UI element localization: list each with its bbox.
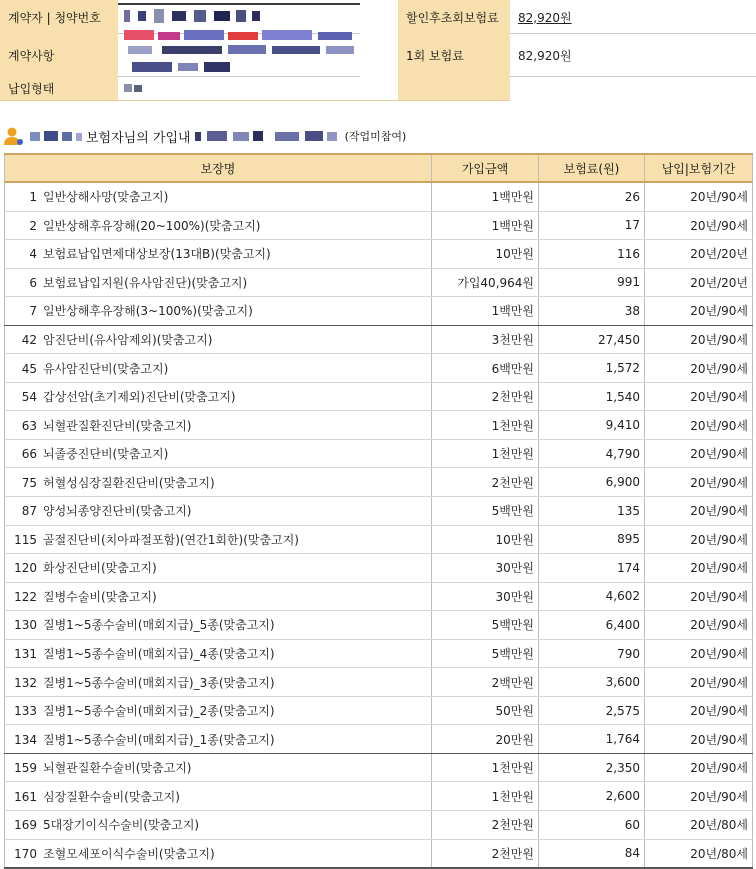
coverage-amount: 1백만원 (432, 297, 539, 326)
table-row (5, 325, 753, 354)
table-row (5, 439, 753, 468)
table-header-row (5, 154, 753, 182)
coverage-name: 양성뇌종양진단비(맞춤고지) (43, 504, 192, 519)
coverage-name-cell (5, 240, 432, 269)
coverage-premium: 38 (539, 297, 645, 326)
coverage-name: 질병1~5종수술비(매회지급)_5종(맞춤고지) (43, 618, 275, 633)
coverage-number: 1 (29, 190, 37, 205)
redacted-contract-number (124, 8, 264, 24)
coverage-number: 54 (21, 390, 37, 405)
coverage-amount: 1백만원 (432, 211, 539, 240)
coverage-period: 20년/90세 (645, 725, 753, 754)
coverage-name: 유사암진단비(맞춤고지) (43, 361, 169, 376)
coverage-name-cell (5, 382, 432, 411)
discount-premium-label: 할인후초회보험료 (398, 0, 510, 34)
coverage-premium: 2,600 (539, 782, 645, 811)
coverage-name: 뇌혈관질환수술비(맞춤고지) (43, 761, 192, 776)
coverage-name-cell (5, 211, 432, 240)
coverage-name-cell (5, 354, 432, 383)
coverage-number: 42 (21, 333, 37, 347)
coverage-amount: 1천만원 (432, 411, 539, 440)
coverage-number: 63 (21, 418, 37, 433)
coverage-name-cell (5, 325, 432, 354)
coverage-amount: 10만원 (432, 240, 539, 269)
table-row (5, 240, 753, 269)
coverage-name-cell (5, 839, 432, 868)
payment-type-label: 납입형태 (0, 76, 118, 100)
coverage-number: 159 (14, 761, 37, 776)
coverage-period: 20년/90세 (645, 211, 753, 240)
coverage-period: 20년/90세 (645, 439, 753, 468)
coverage-premium: 6,900 (539, 468, 645, 497)
coverage-number: 87 (21, 504, 37, 519)
first-premium-label: 1회 보험료 (398, 34, 510, 76)
coverage-name-cell (5, 554, 432, 583)
discount-premium-value: 82,920원 (518, 10, 572, 25)
coverage-premium: 895 (539, 525, 645, 554)
coverage-amount: 2천만원 (432, 468, 539, 497)
coverage-table (4, 153, 753, 869)
coverage-premium: 1,540 (539, 382, 645, 411)
coverage-name: 보험료납입면제대상보장(13대B)(맞춤고지) (43, 247, 271, 262)
coverage-amount: 1백만원 (432, 182, 539, 211)
coverage-name: 질병1~5종수술비(매회지급)_3종(맞춤고지) (43, 675, 275, 690)
coverage-name-cell (5, 525, 432, 554)
coverage-period: 20년/90세 (645, 468, 753, 497)
coverage-name-cell (5, 811, 432, 840)
table-row (5, 696, 753, 725)
coverage-amount: 5백만원 (432, 497, 539, 526)
coverage-name-cell (5, 639, 432, 668)
table-row (5, 468, 753, 497)
coverage-name-cell (5, 696, 432, 725)
coverage-name: 조혈모세포이식수술비(맞춤고지) (43, 846, 215, 861)
coverage-period: 20년/90세 (645, 696, 753, 725)
coverage-period: 20년/90세 (645, 325, 753, 354)
coverage-amount: 50만원 (432, 696, 539, 725)
coverage-premium: 116 (539, 240, 645, 269)
coverage-number: 75 (21, 475, 37, 490)
coverage-amount: 20만원 (432, 725, 539, 754)
coverage-premium: 3,600 (539, 668, 645, 697)
coverage-period: 20년/90세 (645, 668, 753, 697)
table-row (5, 497, 753, 526)
table-row (5, 211, 753, 240)
coverage-premium: 991 (539, 268, 645, 297)
section-title-suffix: (작업미참여) (344, 130, 407, 143)
coverage-name: 일반상해후유장해(3~100%)(맞춤고지) (43, 304, 253, 319)
coverage-number: 7 (29, 304, 37, 319)
table-row (5, 554, 753, 583)
coverage-number: 130 (14, 618, 37, 633)
redacted-insured-name (26, 129, 86, 143)
coverage-period: 20년/90세 (645, 639, 753, 668)
coverage-period: 20년/80세 (645, 839, 753, 868)
coverage-period: 20년/90세 (645, 411, 753, 440)
coverage-name: 화상진단비(맞춤고지) (43, 561, 157, 576)
coverage-amount: 2백만원 (432, 668, 539, 697)
table-row (5, 182, 753, 211)
coverage-premium: 135 (539, 497, 645, 526)
coverage-name: 허혈성심장질환진단비(맞춤고지) (43, 475, 215, 490)
coverage-premium: 9,410 (539, 411, 645, 440)
coverage-amount: 1천만원 (432, 782, 539, 811)
coverage-amount: 5백만원 (432, 611, 539, 640)
coverage-name: 질병1~5종수술비(매회지급)_1종(맞춤고지) (43, 732, 275, 747)
table-row (5, 297, 753, 326)
table-row (5, 411, 753, 440)
redacted-title-detail (191, 129, 341, 143)
table-row (5, 268, 753, 297)
coverage-period: 20년/80세 (645, 811, 753, 840)
coverage-name: 질병수술비(맞춤고지) (43, 589, 157, 604)
table-row (5, 611, 753, 640)
coverage-name-cell (5, 725, 432, 754)
coverage-name-cell (5, 753, 432, 782)
coverage-amount: 1천만원 (432, 753, 539, 782)
table-row (5, 782, 753, 811)
coverage-name-cell (5, 497, 432, 526)
coverage-name-cell (5, 411, 432, 440)
coverage-period: 20년/90세 (645, 525, 753, 554)
coverage-amount: 2천만원 (432, 382, 539, 411)
section-title-text: 보험자님의 가입내 (86, 130, 191, 146)
table-row (5, 354, 753, 383)
coverage-period: 20년/90세 (645, 354, 753, 383)
coverage-premium: 6,400 (539, 611, 645, 640)
coverage-premium: 4,790 (539, 439, 645, 468)
coverage-period: 20년/90세 (645, 554, 753, 583)
coverage-period: 20년/90세 (645, 782, 753, 811)
coverage-period: 20년/20년 (645, 268, 753, 297)
first-premium-value: 82,920원 (518, 48, 572, 63)
coverage-name: 골절진단비(치아파절포함)(연간1회한)(맞춤고지) (43, 532, 299, 547)
coverage-period: 20년/90세 (645, 297, 753, 326)
coverage-premium: 4,602 (539, 582, 645, 611)
coverage-premium: 1,572 (539, 354, 645, 383)
coverage-period: 20년/90세 (645, 753, 753, 782)
coverage-number: 115 (14, 532, 37, 547)
contract-details-label: 계약사항 (0, 34, 118, 76)
coverage-name: 암진단비(유사암제외)(맞춤고지) (43, 333, 213, 347)
coverage-name-cell (5, 782, 432, 811)
coverage-amount: 1천만원 (432, 439, 539, 468)
coverage-amount: 30만원 (432, 554, 539, 583)
redacted-contract-details (122, 30, 362, 76)
coverage-number: 169 (14, 818, 37, 833)
coverage-premium: 1,764 (539, 725, 645, 754)
coverage-name: 갑상선암(초기제외)진단비(맞춤고지) (43, 390, 236, 405)
coverage-premium: 84 (539, 839, 645, 868)
coverage-premium: 2,350 (539, 753, 645, 782)
coverage-name: 5대장기이식수술비(맞춤고지) (43, 818, 200, 833)
coverage-premium: 26 (539, 182, 645, 211)
coverage-number: 134 (14, 732, 37, 747)
coverage-name: 뇌졸중진단비(맞춤고지) (43, 447, 169, 462)
contractor-label: 계약자 | 청약번호 (0, 0, 118, 34)
coverage-number: 133 (14, 704, 37, 719)
coverage-number: 66 (21, 447, 37, 462)
coverage-name: 보험료납입지원(유사암진단)(맞춤고지) (43, 275, 248, 290)
coverage-amount: 2천만원 (432, 811, 539, 840)
coverage-name: 심장질환수술비(맞춤고지) (43, 789, 180, 804)
table-row (5, 725, 753, 754)
coverage-premium: 17 (539, 211, 645, 240)
coverage-premium: 2,575 (539, 696, 645, 725)
coverage-number: 4 (29, 247, 37, 262)
coverage-name: 질병1~5종수술비(매회지급)_4종(맞춤고지) (43, 647, 275, 662)
coverage-amount: 6백만원 (432, 354, 539, 383)
section-title (4, 124, 744, 148)
coverage-number: 122 (14, 589, 37, 604)
coverage-period: 20년/20년 (645, 240, 753, 269)
coverage-amount: 10만원 (432, 525, 539, 554)
coverage-name-cell (5, 468, 432, 497)
table-row (5, 525, 753, 554)
coverage-period: 20년/90세 (645, 382, 753, 411)
coverage-name: 일반상해사망(맞춤고지) (43, 190, 169, 205)
header-coverage-name: 보장명 (5, 154, 432, 182)
coverage-premium: 27,450 (539, 325, 645, 354)
contract-info-panel (0, 0, 756, 100)
redacted-payment-type (124, 82, 144, 94)
coverage-name: 질병1~5종수술비(매회지급)_2종(맞춤고지) (43, 704, 275, 719)
coverage-amount: 5백만원 (432, 639, 539, 668)
coverage-name-cell (5, 582, 432, 611)
empty-label (398, 76, 510, 100)
coverage-amount: 가입40,964원 (432, 268, 539, 297)
coverage-period: 20년/90세 (645, 611, 753, 640)
coverage-name-cell (5, 268, 432, 297)
coverage-name-cell (5, 297, 432, 326)
header-period: 납입|보험기간 (645, 154, 753, 182)
header-amount: 가입금액 (432, 154, 539, 182)
coverage-premium: 790 (539, 639, 645, 668)
coverage-number: 45 (21, 361, 37, 376)
coverage-number: 170 (14, 846, 37, 861)
coverage-number: 132 (14, 675, 37, 690)
coverage-period: 20년/90세 (645, 182, 753, 211)
table-row (5, 753, 753, 782)
coverage-number: 120 (14, 561, 37, 576)
coverage-number: 131 (14, 647, 37, 662)
table-row (5, 811, 753, 840)
coverage-premium: 174 (539, 554, 645, 583)
coverage-amount: 30만원 (432, 582, 539, 611)
coverage-number: 6 (29, 275, 37, 290)
coverage-name-cell (5, 611, 432, 640)
coverage-premium: 60 (539, 811, 645, 840)
coverage-name-cell (5, 182, 432, 211)
coverage-period: 20년/90세 (645, 497, 753, 526)
table-row (5, 382, 753, 411)
table-row (5, 639, 753, 668)
table-row (5, 668, 753, 697)
coverage-number: 2 (29, 218, 37, 233)
coverage-amount: 3천만원 (432, 325, 539, 354)
coverage-name: 일반상해후유장해(20~100%)(맞춤고지) (43, 218, 261, 233)
coverage-period: 20년/90세 (645, 582, 753, 611)
table-row (5, 839, 753, 868)
coverage-number: 161 (14, 789, 37, 804)
coverage-name-cell (5, 439, 432, 468)
header-premium: 보험료(원) (539, 154, 645, 182)
table-row (5, 582, 753, 611)
coverage-name: 뇌혈관질환진단비(맞춤고지) (43, 418, 192, 433)
coverage-name-cell (5, 668, 432, 697)
coverage-amount: 2천만원 (432, 839, 539, 868)
person-icon (4, 126, 24, 146)
